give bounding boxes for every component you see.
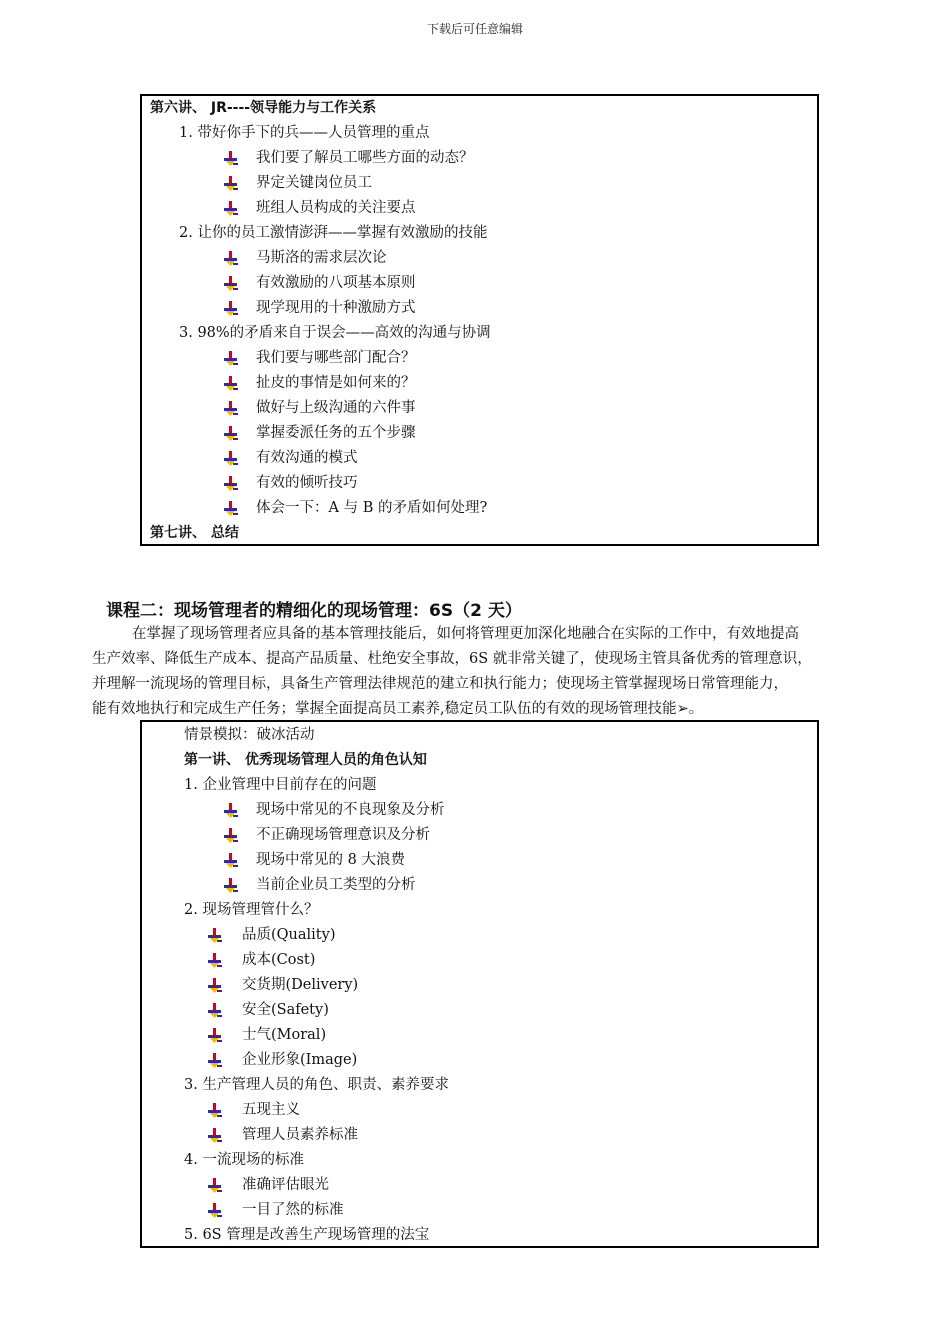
outline-item: 4. 一流现场的标准 [184, 1152, 304, 1168]
down-arrow-bullet-icon [208, 953, 222, 969]
down-arrow-bullet-icon [208, 1103, 222, 1119]
bullet-item: 有效沟通的模式 [256, 450, 358, 466]
bullet-item: 界定关键岗位员工 [256, 175, 372, 191]
course-two-description [92, 622, 882, 722]
bullet-item: 五现主义 [242, 1102, 300, 1118]
bullet-item: 管理人员素养标准 [242, 1127, 358, 1143]
down-arrow-bullet-icon [224, 251, 238, 267]
down-arrow-bullet-icon [224, 451, 238, 467]
down-arrow-bullet-icon [208, 928, 222, 944]
bullet-item: 做好与上级沟通的六件事 [256, 400, 416, 416]
bullet-item: 班组人员构成的关注要点 [256, 200, 416, 216]
page-header: 下载后可任意编辑 [426, 22, 523, 36]
bullet-item: 掌握委派任务的五个步骤 [256, 425, 416, 441]
bullet-item: 现场中常见的 8 大浪费 [256, 852, 405, 868]
down-arrow-bullet-icon [208, 1128, 222, 1144]
bullet-item: 当前企业员工类型的分析 [256, 877, 416, 893]
course-two-title: 课程二：现场管理者的精细化的现场管理：6S（2 天） [106, 601, 522, 621]
bullet-item: 我们要了解员工哪些方面的动态？ [256, 150, 474, 166]
bullet-item: 成本(Cost) [242, 952, 316, 968]
outline-item: 情景模拟：破冰活动 [184, 727, 315, 743]
down-arrow-bullet-icon [224, 878, 238, 894]
bullet-item: 企业形象(Image) [242, 1052, 358, 1068]
lecture-heading: 第一讲、 优秀现场管理人员的角色认知 [184, 752, 427, 768]
down-arrow-bullet-icon [208, 1178, 222, 1194]
outline-item: 1. 企业管理中目前存在的问题 [184, 777, 377, 793]
down-arrow-bullet-icon [224, 853, 238, 869]
bullet-item: 交货期(Delivery) [242, 977, 359, 993]
down-arrow-bullet-icon [224, 301, 238, 317]
paragraph-line: 生产效率、降低生产成本、提高产品质量、杜绝安全事故，6S 就非常关键了，使现场主管具备优秀的管理意识， [92, 651, 812, 667]
outline-item: 2. 让你的员工激情澎湃——掌握有效激励的技能 [179, 225, 488, 241]
outline-item: 1. 带好你手下的兵——人员管理的重点 [179, 125, 430, 141]
paragraph-line: 能有效地执行和完成生产任务；掌握全面提高员工素养,稳定员工队伍的有效的现场管理技能➢。 [92, 701, 704, 717]
bullet-item: 士气(Moral) [242, 1027, 327, 1043]
outline-item: 3. 生产管理人员的角色、职责、素养要求 [184, 1077, 449, 1093]
bullet-item: 一目了然的标准 [242, 1202, 344, 1218]
down-arrow-bullet-icon [224, 351, 238, 367]
down-arrow-bullet-icon [224, 803, 238, 819]
down-arrow-bullet-icon [208, 1053, 222, 1069]
down-arrow-bullet-icon [224, 401, 238, 417]
down-arrow-bullet-icon [208, 1028, 222, 1044]
bullet-item: 体会一下：A 与 B 的矛盾如何处理? [256, 500, 488, 516]
bullet-item: 马斯洛的需求层次论 [256, 250, 387, 266]
down-arrow-bullet-icon [224, 376, 238, 392]
bullet-item: 我们要与哪些部门配合？ [256, 350, 416, 366]
bullet-item: 有效的倾听技巧 [256, 475, 358, 491]
course-outline-box-1 [140, 94, 819, 546]
bullet-item: 品质(Quality) [242, 927, 336, 943]
down-arrow-bullet-icon [224, 426, 238, 442]
down-arrow-bullet-icon [208, 1003, 222, 1019]
bullet-item: 扯皮的事情是如何来的？ [256, 375, 416, 391]
down-arrow-bullet-icon [224, 151, 238, 167]
down-arrow-bullet-icon [224, 476, 238, 492]
down-arrow-bullet-icon [208, 978, 222, 994]
outline-item: 2. 现场管理管什么？ [184, 902, 319, 918]
bullet-item: 不正确现场管理意识及分析 [256, 827, 430, 843]
paragraph-line: 在掌握了现场管理者应具备的基本管理技能后，如何将管理更加深化地融合在实际的工作中，有效地提高 [132, 626, 799, 642]
bullet-item: 安全(Safety) [242, 1002, 329, 1018]
bullet-item: 有效激励的八项基本原则 [256, 275, 416, 291]
course-outline-box-2 [140, 720, 819, 1248]
bullet-item: 现学现用的十种激励方式 [256, 300, 416, 316]
lecture-heading: 第六讲、 JR----领导能力与工作关系 [150, 100, 377, 116]
down-arrow-bullet-icon [224, 501, 238, 517]
outline-item: 5. 6S 管理是改善生产现场管理的法宝 [184, 1227, 430, 1243]
bullet-item: 现场中常见的不良现象及分析 [256, 802, 445, 818]
down-arrow-bullet-icon [224, 828, 238, 844]
lecture-heading: 第七讲、 总结 [150, 525, 239, 541]
down-arrow-bullet-icon [224, 276, 238, 292]
bullet-item: 准确评估眼光 [242, 1177, 329, 1193]
paragraph-line: 并理解一流现场的管理目标，具备生产管理法律规范的建立和执行能力；使现场主管掌握现场日常管理能力， [92, 676, 788, 692]
outline-item: 3. 98%的矛盾来自于误会——高效的沟通与协调 [179, 325, 491, 341]
down-arrow-bullet-icon [224, 176, 238, 192]
down-arrow-bullet-icon [224, 201, 238, 217]
down-arrow-bullet-icon [208, 1203, 222, 1219]
